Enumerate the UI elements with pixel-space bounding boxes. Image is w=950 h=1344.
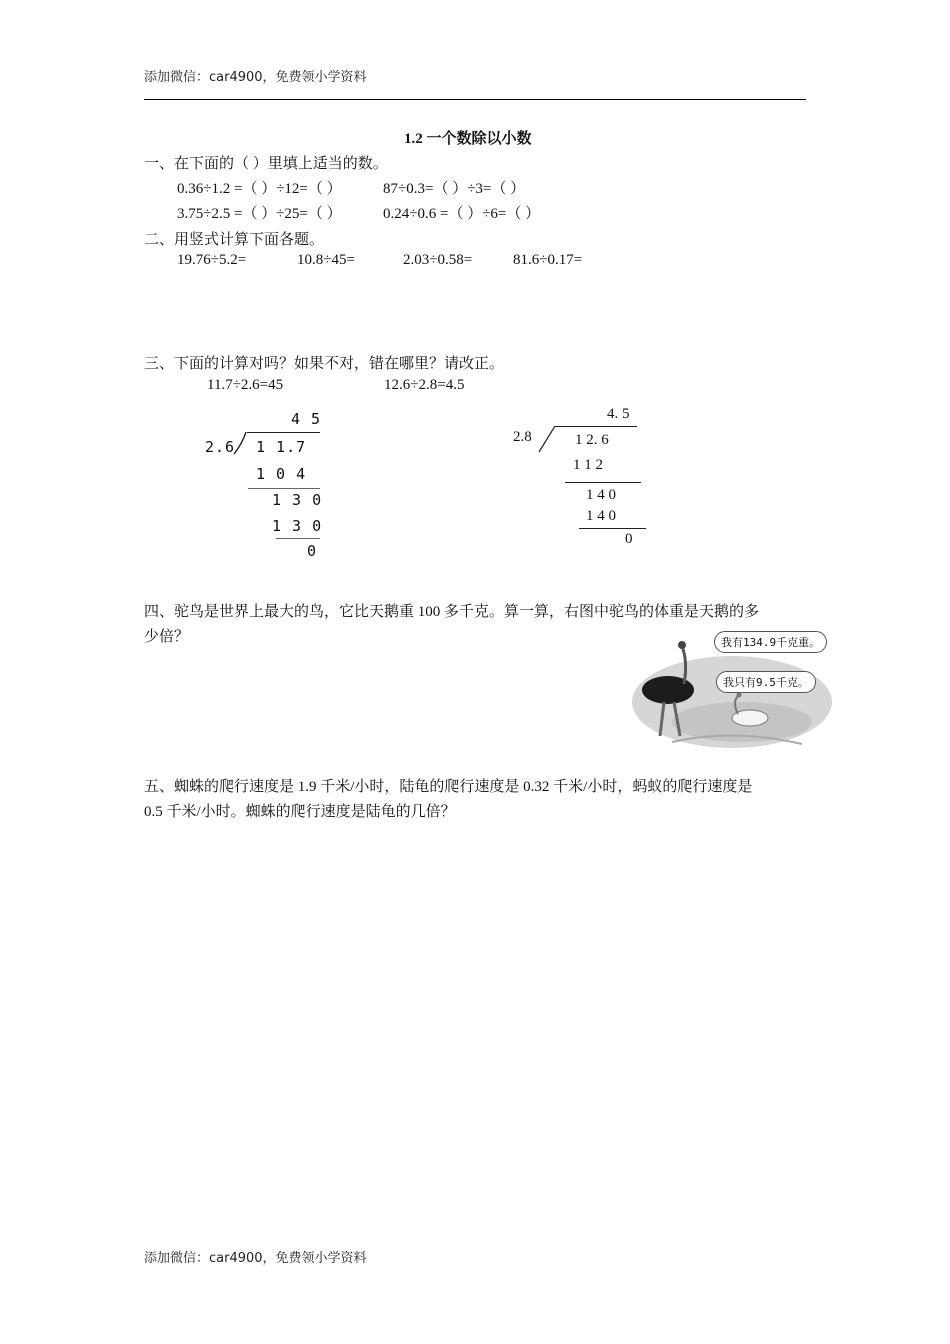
div1-remainder: 0 xyxy=(307,542,318,560)
div2-bracket-top xyxy=(555,426,637,427)
ostrich-swan-illustration xyxy=(632,632,840,748)
div2-line-2 xyxy=(579,528,646,529)
q2-problem-2: 10.8÷45= xyxy=(297,252,355,268)
q1-row2-left: 3.75÷2.5 =（ ）÷25=（ ） xyxy=(177,206,342,222)
q1-row1-right: 87÷0.3=（ ）÷3=（ ） xyxy=(383,181,526,197)
page-footer: 添加微信：car4900，免费领小学资料 xyxy=(144,1251,367,1266)
q5-line-2: 0.5 千米/小时。蜘蛛的爬行速度是陆龟的几倍？ xyxy=(144,804,456,820)
q1-heading: 一、在下面的（ ）里填上适当的数。 xyxy=(144,156,388,172)
div1-step-1: 1 0 4 xyxy=(256,465,307,483)
ostrich-speech-bubble: 我有134.9千克重。 xyxy=(714,631,827,653)
div2-divisor: 2.8 xyxy=(513,429,532,445)
swan-speech-bubble: 我只有9.5千克。 xyxy=(716,671,816,693)
div1-divisor: 2.6 xyxy=(205,438,236,456)
q2-problem-1: 19.76÷5.2= xyxy=(177,252,247,268)
q3-equation-2: 12.6÷2.8=4.5 xyxy=(384,377,465,393)
div2-step-1: 1 1 2 xyxy=(573,457,603,473)
worksheet-title: 1.2 一个数除以小数 xyxy=(404,131,532,147)
q5-line-1: 五、蜘蛛的爬行速度是 1.9 千米/小时，陆龟的爬行速度是 0.32 千米/小时，蚂蚁的爬行速度是 xyxy=(144,779,753,795)
q2-heading: 二、用竖式计算下面各题。 xyxy=(144,232,325,248)
div2-line-1 xyxy=(565,482,641,483)
div1-line-1 xyxy=(248,488,320,489)
div1-dividend: 1 1.7 xyxy=(256,438,307,456)
q4-line-2: 少倍？ xyxy=(144,629,190,645)
div2-quotient: 4. 5 xyxy=(607,406,630,422)
div1-bracket-top xyxy=(247,432,320,433)
div2-bracket-curve xyxy=(537,426,557,454)
q3-equation-1: 11.7÷2.6=45 xyxy=(207,377,284,393)
page-header: 添加微信：car4900，免费领小学资料 xyxy=(144,70,367,85)
q1-row1-left: 0.36÷1.2 =（ ）÷12=（ ） xyxy=(177,181,342,197)
div1-line-2 xyxy=(276,538,320,539)
div2-step-2: 1 4 0 xyxy=(586,487,616,503)
div2-step-3: 1 4 0 xyxy=(586,508,616,524)
div1-step-3: 1 3 0 xyxy=(272,517,323,535)
header-rule xyxy=(144,99,806,100)
q2-problem-4: 81.6÷0.17= xyxy=(513,252,583,268)
q4-line-1: 四、驼鸟是世界上最大的鸟，它比天鹅重 100 多千克。算一算，右图中驼鸟的体重是天鹅的多 xyxy=(144,604,760,620)
div1-quotient: 4 5 xyxy=(291,410,322,428)
div2-dividend: 1 2. 6 xyxy=(575,432,609,448)
q1-row2-right: 0.24÷0.6 =（ ）÷6=（ ） xyxy=(383,206,541,222)
q3-heading: 三、下面的计算对吗？如果不对，错在哪里？请改正。 xyxy=(144,356,505,372)
div2-remainder: 0 xyxy=(625,531,633,547)
div1-step-2: 1 3 0 xyxy=(272,491,323,509)
q2-problem-3: 2.03÷0.58= xyxy=(403,252,473,268)
